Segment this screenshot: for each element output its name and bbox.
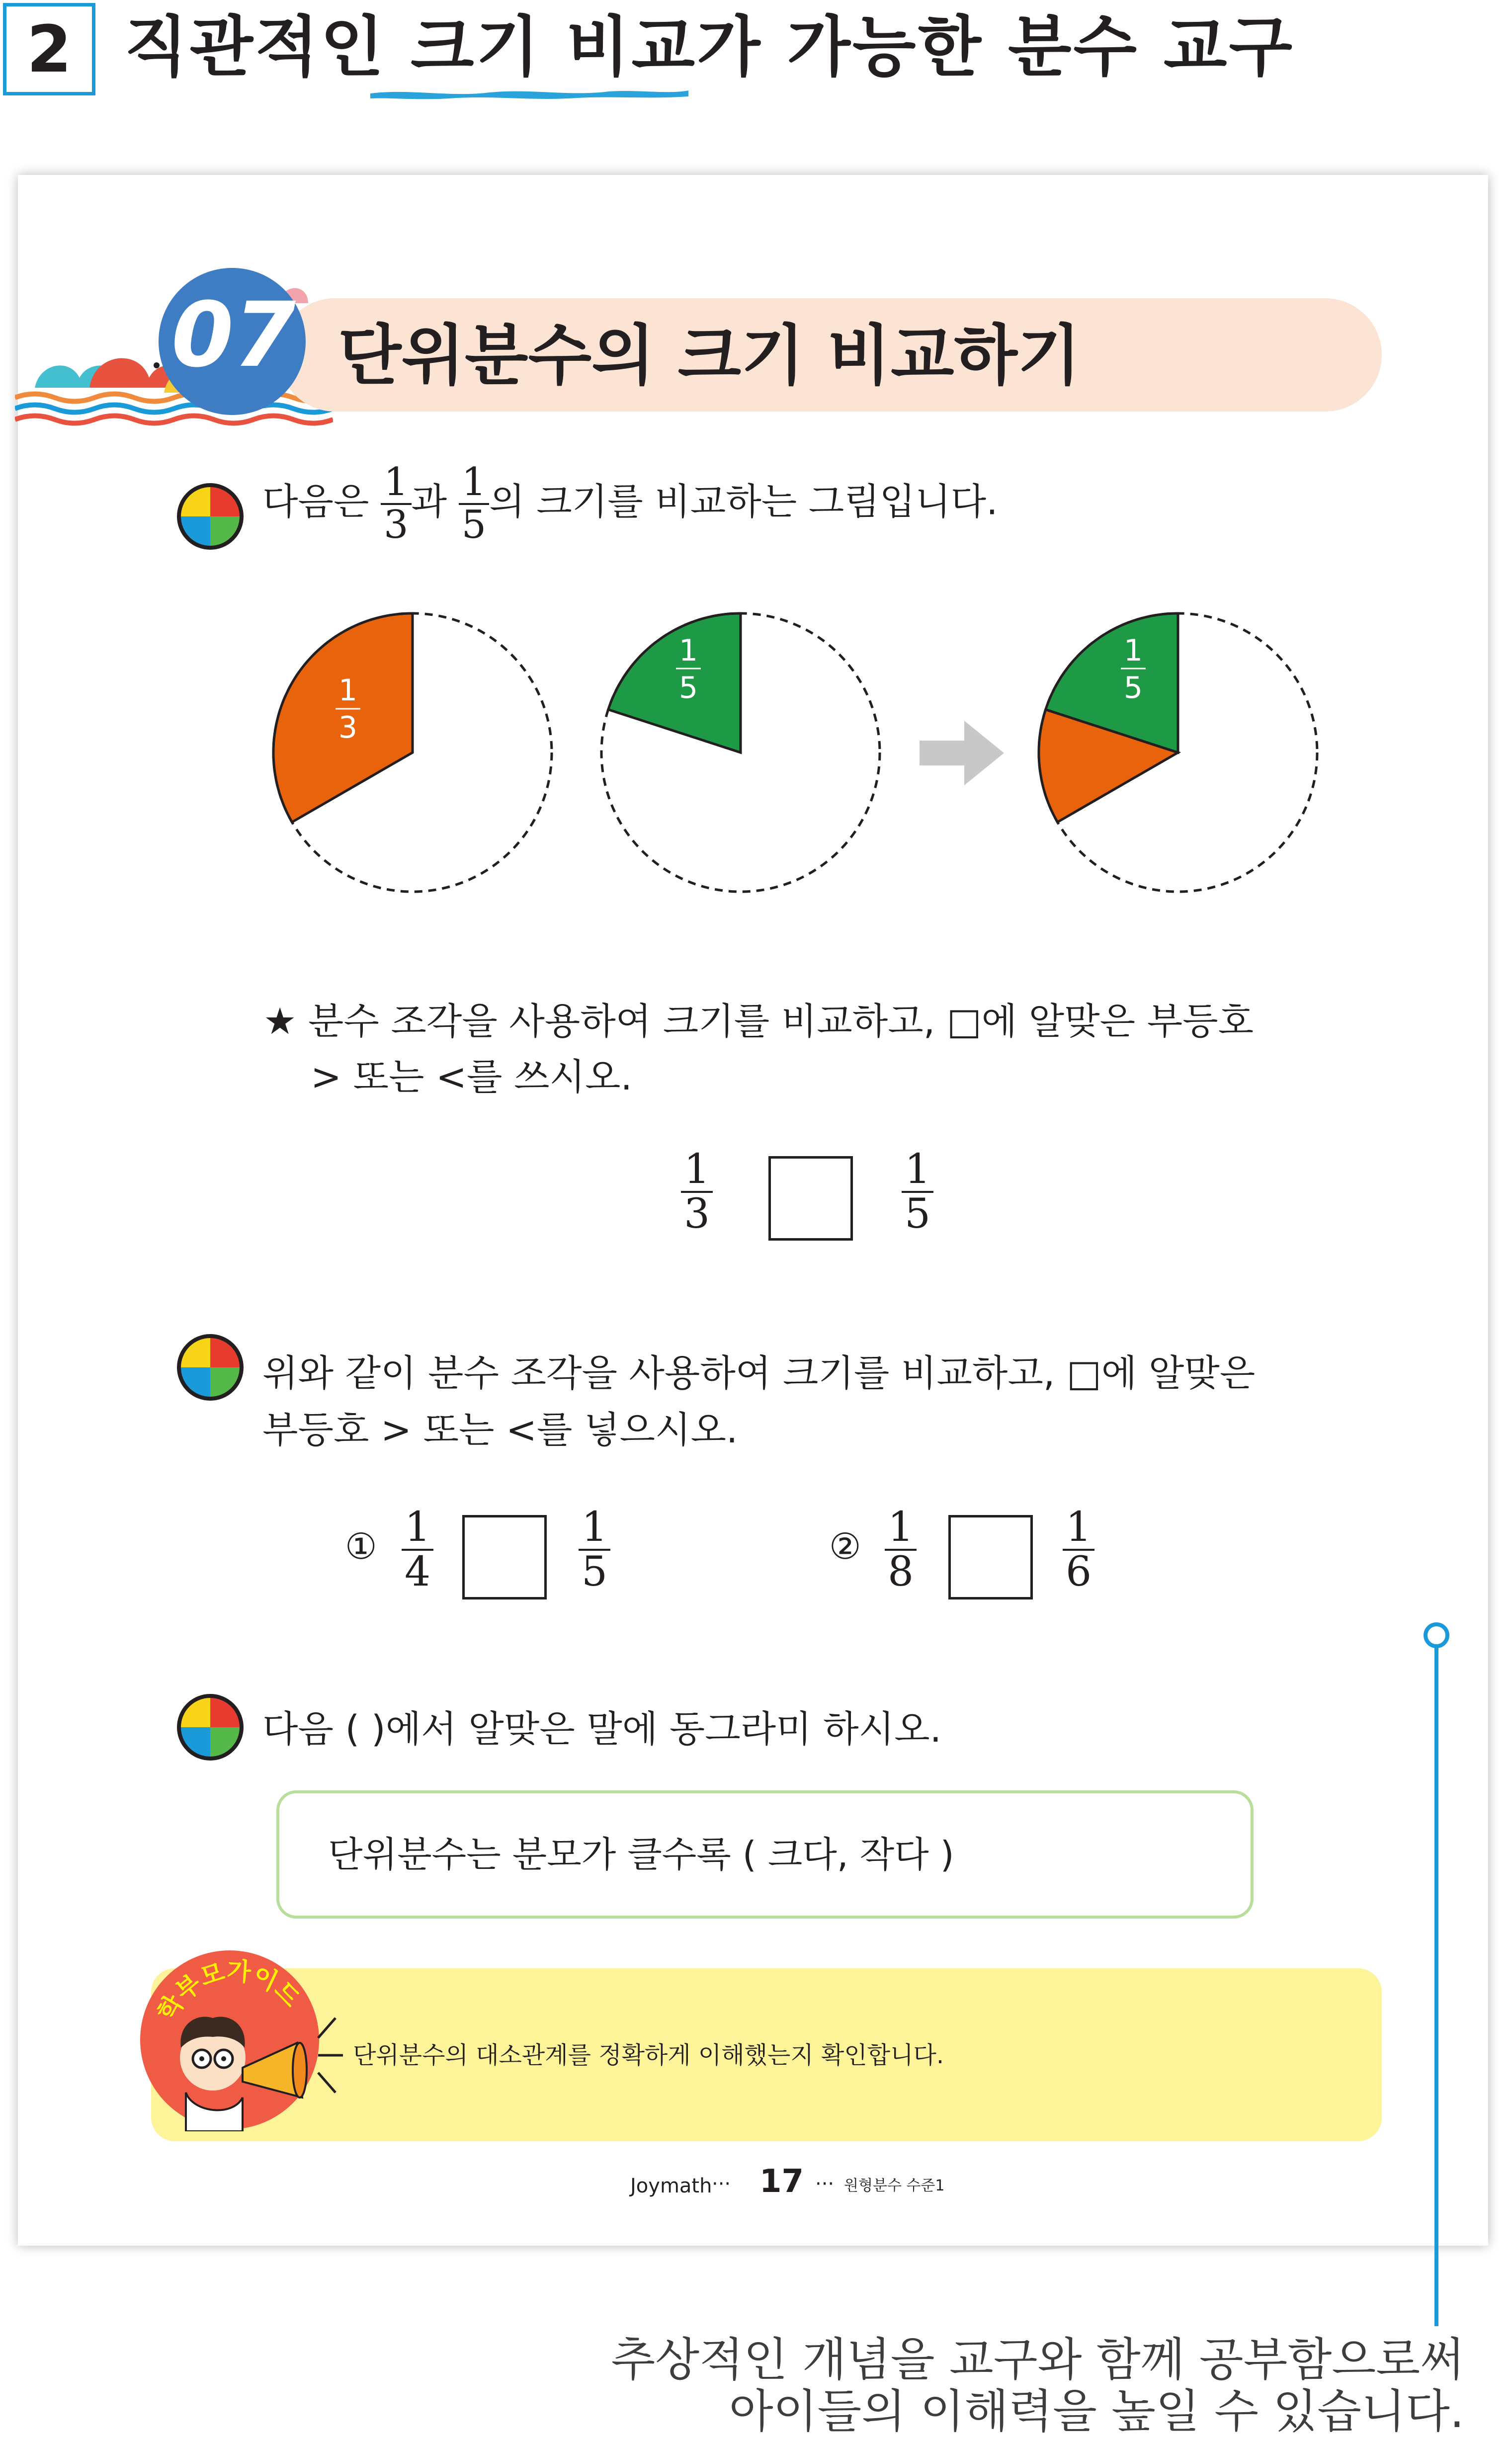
question-2-line1: 위와 같이 분수 조각을 사용하여 크기를 비교하고, □에 알맞은 [262, 1352, 1256, 1395]
pie1-denominator: 3 [338, 710, 358, 745]
footer-book-title: 원형분수 수준1 [844, 2177, 945, 2194]
footer-dots-right: ··· [815, 2173, 835, 2195]
pie-overlay-comparison [1029, 603, 1327, 902]
fraction-denominator: 5 [582, 1548, 608, 1596]
q1-prefix: 다음은 [262, 480, 381, 523]
fraction-numerator: 1 [579, 1506, 610, 1551]
right-arrow-icon [920, 721, 1004, 785]
fraction-one-fifth [459, 462, 490, 546]
caption-line-1: 추상적인 개념을 교구와 함께 공부함으로써 [611, 2333, 1464, 2386]
bottom-caption [611, 2334, 1464, 2438]
q1-middle: 과 [411, 480, 459, 523]
fraction-denominator: 4 [405, 1548, 431, 1596]
page-number: 17 [759, 2163, 804, 2200]
fraction-pie-icon [173, 479, 248, 554]
pie2-numerator: 1 [678, 633, 698, 668]
item1-left-fraction [402, 1506, 433, 1594]
parent-guide-text: 단위분수의 대소관계를 정확하게 이해했는지 확인합니다. [353, 2041, 944, 2069]
page-heading: 직관적인 크기 비교가 가능한 분수 교구 [124, 9, 1294, 85]
fraction-numerator: 1 [902, 1148, 933, 1193]
speech-lines-icon [313, 2013, 348, 2098]
pie-one-third [263, 603, 562, 902]
circle-answer-text[interactable]: 단위분수는 분모가 클수록 ( 크다, 작다 ) [328, 1834, 954, 1875]
svg-text:학부모가이드 [152, 1956, 306, 2026]
fraction-numerator: 1 [681, 1148, 713, 1193]
question-1-text [262, 462, 998, 546]
item2-answer-box[interactable] [948, 1515, 1033, 1599]
pie2-denominator: 5 [678, 671, 698, 705]
question-3-text: 다음 ( )에서 알맞은 말에 동그라미 하시오. [262, 1708, 942, 1751]
fraction-denominator: 3 [684, 1190, 710, 1238]
fraction-numerator: 1 [1063, 1506, 1094, 1551]
fraction-numerator: 1 [459, 462, 490, 505]
guide-label: 학부모가이드 [152, 1956, 306, 2026]
star-question-line2: > 또는 <를 쓰시오. [311, 1056, 633, 1098]
pie3-denominator: 5 [1123, 671, 1143, 705]
section-number: 2 [3, 3, 95, 95]
callout-pointer [1422, 1620, 1451, 2326]
lesson-title: 단위분수의 크기 비교하기 [338, 318, 1081, 394]
pie1-numerator: 1 [338, 673, 358, 708]
item1-answer-box[interactable] [462, 1515, 547, 1599]
footer-brand: Joymath [630, 2175, 712, 2197]
fraction-numerator: 1 [381, 462, 412, 505]
compare-right-fraction [902, 1148, 933, 1236]
item-marker-2: ② [829, 1525, 861, 1567]
pie-one-fifth [591, 603, 890, 902]
fraction-denominator: 6 [1066, 1548, 1092, 1596]
pie3-numerator: 1 [1123, 633, 1143, 668]
inequality-answer-box[interactable] [768, 1156, 853, 1241]
item2-right-fraction [1063, 1506, 1094, 1594]
fraction-pie-icon [173, 1690, 248, 1765]
item-marker-1: ① [345, 1525, 377, 1567]
brush-underline [370, 85, 688, 100]
question-2-line2: 부등호 > 또는 <를 넣으시오. [262, 1409, 738, 1451]
fraction-one-third [381, 462, 412, 546]
star-question-line1: ★ 분수 조각을 사용하여 크기를 비교하고, □에 알맞은 부등호 [263, 1000, 1254, 1043]
item1-right-fraction [579, 1506, 610, 1594]
footer-dots-left: ··· [712, 2173, 731, 2195]
fraction-numerator: 1 [402, 1506, 433, 1551]
item2-left-fraction [885, 1506, 917, 1594]
fraction-denominator: 8 [888, 1548, 914, 1596]
q1-suffix: 의 크기를 비교하는 그림입니다. [489, 480, 998, 523]
fraction-denominator: 5 [905, 1190, 931, 1238]
caption-line-2: 아이들의 이해력을 높일 수 있습니다. [729, 2385, 1464, 2438]
lesson-number: 07 [171, 283, 296, 387]
fraction-denominator: 3 [383, 502, 409, 547]
fraction-denominator: 5 [461, 502, 487, 547]
fraction-pie-icon [173, 1330, 248, 1405]
compare-left-fraction [681, 1148, 713, 1236]
guide-arc-label [138, 1948, 321, 2131]
fraction-numerator: 1 [885, 1506, 917, 1551]
